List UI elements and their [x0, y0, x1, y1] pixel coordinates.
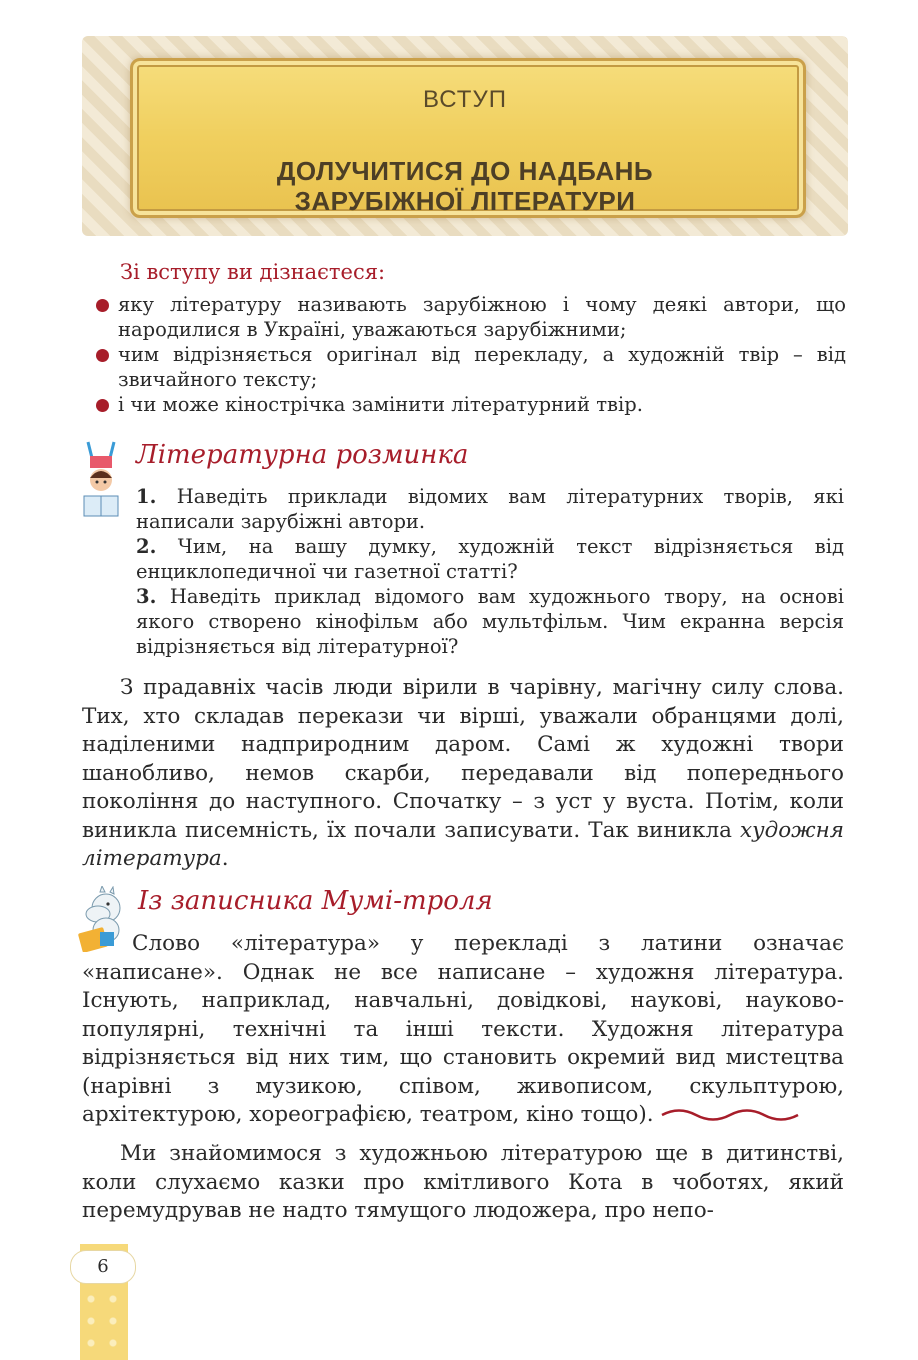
body-paragraph	[82, 674, 844, 874]
banner-title	[82, 156, 848, 216]
banner-title-line1: ДОЛУЧИТИСЯ ДО НАДБАНЬ	[276, 156, 654, 186]
warmup-questions	[136, 484, 844, 659]
notebook-heading: Із записника Мумі-троля	[138, 886, 493, 916]
intro-bullet: яку літературу називають зарубіжною і чому деякі автори, що народилися в Україні, уважаються зарубіжними;	[96, 292, 846, 342]
girl-reading-icon	[80, 440, 122, 520]
question-item	[136, 484, 844, 534]
emphasis-term: художня література	[82, 817, 844, 871]
body-paragraph: Ми знайомимося з художньою літературою ще в дитинстві, коли слухаємо казки про кмітливого Кота в чоботях, який перемудрував не надто тямущого людожера, про непо-	[82, 1141, 844, 1223]
notebook-paragraph	[82, 930, 844, 1130]
question-text: Чим, на вашу думку, художній текст відрізняється від енциклопедичної чи газетної статті?	[136, 535, 844, 583]
paragraph-end: .	[221, 846, 229, 871]
intro-bullet-list	[96, 292, 846, 417]
chapter-banner	[82, 36, 848, 236]
intro-bullet: чим відрізняється оригінал від перекладу, а художній твір – від звичайного тексту;	[96, 342, 846, 392]
question-number: 2.	[136, 535, 157, 558]
question-number: 1.	[136, 485, 157, 508]
question-text: Наведіть приклади відомих вам літературних творів, які написали зарубіжні автори.	[136, 485, 844, 533]
paragraph-text: З прадавніх часів люди вірили в чарівну, магічну силу слова. Тих, хто складав перекази чи вірші, уважали обранцями долі, наділеними надприродним даром. Самі ж художні твори шанобливо, немов скарби, передавали від попереднього покоління до наступного. Спочатку – з уст у вуста. Потім, коли виникла писемність, їх почали записувати. Так виникла	[82, 675, 844, 843]
wave-divider-icon	[660, 1108, 800, 1122]
notebook-text: Слово «література» у перекладі з латини означає «написане». Однак не все написане – художня література. Існують, наприклад, навчальні, довідкові, наукові, науково-популярні, технічні та інші тексти. Художня література відрізняється від них тим, що становить окремий вид мистецтва (нарівні з музикою, співом, живописом, скульптурою, архітектурою, хореографією, театром, кіно тощо).	[82, 931, 844, 1127]
question-item	[136, 584, 844, 659]
question-number: 3.	[136, 585, 157, 608]
banner-label: ВСТУП	[423, 86, 507, 113]
page-number: 6	[70, 1250, 136, 1284]
question-item	[136, 534, 844, 584]
warmup-heading: Літературна розминка	[136, 440, 469, 470]
question-text: Наведіть приклад відомого вам художнього твору, на основі якого створено кінофільм або мультфільм. Чим екранна версія відрізняється від літературної?	[136, 585, 844, 658]
banner-title-line2: ЗАРУБІЖНОЇ ЛІТЕРАТУРИ	[294, 186, 636, 216]
intro-heading: Зі вступу ви дізнаєтеся:	[120, 260, 386, 284]
intro-bullet: і чи може кінострічка замінити літературний твір.	[96, 392, 846, 417]
